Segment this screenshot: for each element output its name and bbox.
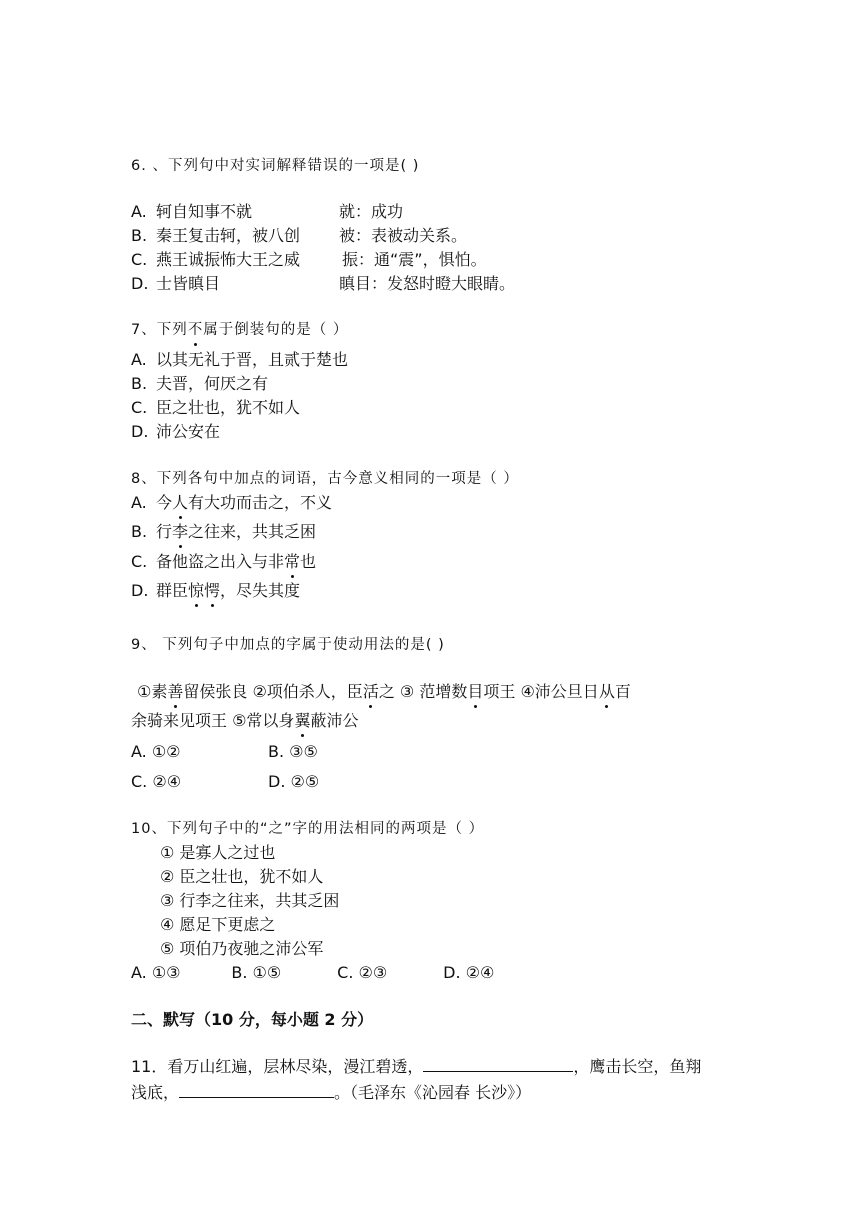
answer-blank[interactable] <box>423 1055 573 1072</box>
q9-sentences-line2 <box>131 709 358 733</box>
section-heading: 二、默写（10 分，每小题 2 分） <box>131 1010 374 1029</box>
text-part: 留侯张良 ②项伯杀人，臣 <box>183 682 363 701</box>
text-part: ①素 <box>137 682 168 701</box>
text-part: 余骑来见项王 ⑤常以身 <box>131 711 295 730</box>
option-text: 以其无礼于晋，且贰于楚也 <box>156 350 349 369</box>
option-letter: D. <box>131 581 149 600</box>
dotted-char: 翼 <box>294 709 310 733</box>
option-letter: A. <box>131 202 147 221</box>
option-sentence: 士皆瞋目 <box>156 274 221 293</box>
dotted-char: 愕 <box>204 579 220 603</box>
option-text: 臣之壮也，犹不如人 <box>156 398 301 417</box>
option-letter: D. <box>131 274 149 293</box>
dotted-char: 惊 <box>188 579 204 603</box>
dotted-char: 目 <box>467 680 483 704</box>
text-part: 11．看万山红遍，层林尽染，漫江碧透， <box>131 1057 424 1076</box>
q6-option-a <box>131 200 404 224</box>
q9-option-b: B. ③⑤ <box>268 742 318 761</box>
q11-line1 <box>131 1055 701 1079</box>
text-part: 项王 ④沛公旦日 <box>483 682 599 701</box>
option-letter: C. <box>131 552 148 571</box>
option-note: 振：通“震”，惧怕。 <box>342 250 487 269</box>
text-part: 今 <box>156 493 173 512</box>
q10-item: ③ 行李之往来，共其乏困 <box>160 891 340 910</box>
option-text: 沛公安在 <box>156 422 221 441</box>
text-part: 也 <box>300 552 317 571</box>
option-letter: B. <box>131 226 148 245</box>
q10-item: ④ 愿足下更虑之 <box>160 915 276 934</box>
option-text <box>156 579 300 603</box>
text-part: 之往来，共其乏困 <box>188 522 317 541</box>
q7-option-d <box>131 420 221 444</box>
q8-option-a <box>131 491 333 515</box>
q10-item: ⑤ 项伯乃夜驰之沛公军 <box>160 939 324 958</box>
q6-option-d <box>131 272 516 296</box>
q9-stem: 9、 下列句子中加点的字属于使动用法的是( ) <box>131 637 445 653</box>
option-letter: A. <box>131 350 147 369</box>
text-part: 群臣 <box>156 581 189 600</box>
stem-text: 属于倒装句的是（ ） <box>203 322 349 338</box>
option-sentence: 燕王诚振怖大王之威 <box>156 250 301 269</box>
option-text <box>156 520 316 544</box>
q8-option-c <box>131 550 317 574</box>
text-part: 。（毛泽东《沁园春 长沙》） <box>334 1083 532 1102</box>
q7-option-a <box>131 348 349 372</box>
q10-item: ② 臣之壮也，犹不如人 <box>160 867 324 886</box>
option-letter: B. <box>131 374 148 393</box>
text-part: 备他盗之出入与非 <box>156 552 285 571</box>
option-note: 瞋目：发怒时瞪大眼睛。 <box>339 274 516 293</box>
text-part: 行 <box>156 522 173 541</box>
q7-option-c <box>131 396 301 420</box>
option-text: 夫晋，何厌之有 <box>156 374 269 393</box>
option-sentence: 轲自知事不就 <box>156 202 253 221</box>
text-part: 浅底， <box>131 1083 180 1102</box>
option-sentence: 秦王复击轲，被八创 <box>156 226 301 245</box>
text-part: 之 ③ 范增数 <box>378 682 468 701</box>
text-part: ，鹰击长空，鱼翔 <box>573 1057 702 1076</box>
option-letter: A. <box>131 493 147 512</box>
option-letter: C. <box>131 250 148 269</box>
q10-stem: 10、下列句子中的“之”字的用法相同的两项是（ ） <box>131 821 485 837</box>
q10-answers: A. ①③ B. ①⑤ C. ②③ D. ②④ <box>131 963 495 982</box>
q8-stem: 8、下列各句中加点的词语，古今意义相同的一项是（ ） <box>131 471 519 487</box>
dotted-char: 不 <box>188 318 204 342</box>
text-part: ，尽失其度 <box>220 581 301 600</box>
option-note: 就：成功 <box>339 202 404 221</box>
dotted-char: 善 <box>167 680 183 704</box>
option-note: 被：表被动关系。 <box>339 226 468 245</box>
q7-option-b <box>131 372 269 396</box>
q8-option-d <box>131 579 301 603</box>
q10-item: ① 是寡人之过也 <box>160 843 276 862</box>
q9-sentences-line1 <box>137 680 631 704</box>
q9-option-d: D. ②⑤ <box>268 772 320 791</box>
dotted-char: 人 <box>172 491 188 515</box>
q6-option-b <box>131 224 468 248</box>
option-text <box>156 550 316 574</box>
text-part: 有大功而击之，不义 <box>188 493 333 512</box>
dotted-char: 活 <box>363 680 379 704</box>
dotted-char: 李 <box>172 520 188 544</box>
q11-line2 <box>131 1081 531 1105</box>
text-part: 百 <box>614 682 631 701</box>
option-letter: C. <box>131 398 148 417</box>
option-text <box>156 491 332 515</box>
answer-blank[interactable] <box>179 1081 334 1098</box>
text-part: 蔽沛公 <box>310 711 359 730</box>
q9-option-c: C. ②④ <box>131 772 182 791</box>
q6-option-c <box>131 248 487 272</box>
q9-option-a: A. ①② <box>131 742 181 761</box>
q7-stem <box>131 318 348 342</box>
q6-stem: 6. 、下列句中对实词解释错误的一项是( ) <box>131 158 420 174</box>
stem-text: 7、下列 <box>131 322 188 338</box>
dotted-char: 从 <box>599 680 615 704</box>
option-letter: D. <box>131 422 149 441</box>
q8-option-b <box>131 520 317 544</box>
option-letter: B. <box>131 522 148 541</box>
dotted-char: 常 <box>284 550 300 574</box>
